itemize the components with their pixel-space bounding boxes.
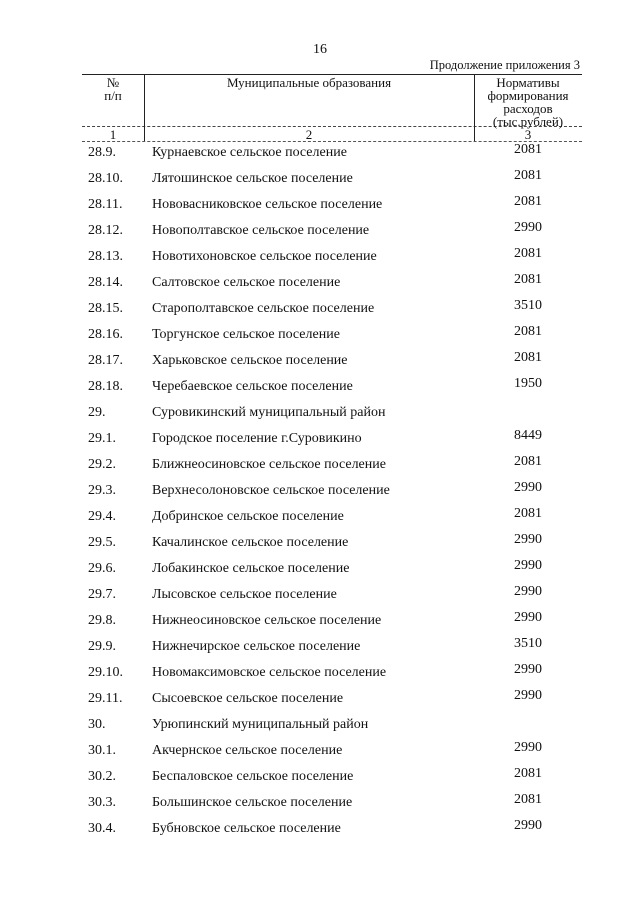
table-row [82, 688, 582, 717]
table-row [82, 818, 582, 847]
table-row [82, 168, 582, 197]
table-row [82, 428, 582, 457]
table-row [82, 298, 582, 327]
header-line: Нормативы [496, 75, 560, 90]
row-norm-value: 2081 [514, 246, 542, 261]
column-number: 3 [524, 127, 532, 142]
table-row [82, 454, 582, 483]
table-row [82, 532, 582, 561]
row-number: 28.12. [88, 223, 123, 238]
table-row [82, 584, 582, 613]
table-row [82, 610, 582, 639]
row-municipality: Новополтавское сельское поселение [152, 223, 370, 238]
row-municipality: Нововасниковское сельское поселение [152, 197, 383, 212]
row-number: 29.4. [88, 509, 116, 524]
row-municipality: Салтовское сельское поселение [152, 275, 341, 290]
column-number: 1 [109, 127, 117, 142]
row-norm-value: 2081 [514, 142, 542, 157]
row-number: 28.16. [88, 327, 123, 342]
table-row [82, 350, 582, 379]
row-municipality: Суровикинский муниципальный район [152, 405, 386, 420]
row-norm-value: 2081 [514, 194, 542, 209]
row-number: 30.3. [88, 795, 116, 810]
row-number: 29.6. [88, 561, 116, 576]
row-municipality: Городское поселение г.Суровикино [152, 431, 362, 446]
header-line: п/п [104, 88, 122, 103]
row-number: 29.1. [88, 431, 116, 446]
row-number: 28.11. [88, 197, 123, 212]
row-municipality: Беспаловское сельское поселение [152, 769, 354, 784]
row-municipality: Лобакинское сельское поселение [152, 561, 350, 576]
row-norm-value: 2081 [514, 272, 542, 287]
row-number: 28.18. [88, 379, 123, 394]
row-norm-value: 2081 [514, 506, 542, 521]
column-number: 2 [305, 127, 313, 142]
header-line: (тыс.рублей) [492, 114, 564, 129]
row-number: 28.14. [88, 275, 123, 290]
page-number: 16 [313, 42, 327, 57]
row-number: 29.8. [88, 613, 116, 628]
row-norm-value: 2081 [514, 168, 542, 183]
row-number: 30.4. [88, 821, 116, 836]
table-row [82, 558, 582, 587]
row-norm-value: 2990 [514, 558, 542, 573]
header-line: формирования [487, 88, 569, 103]
continuation-note: Продолжение приложения 3 [429, 58, 580, 72]
row-norm-value: 2081 [514, 324, 542, 339]
row-municipality: Торгунское сельское поселение [152, 327, 340, 342]
header-number [82, 76, 144, 102]
header-municipality [144, 76, 474, 89]
table-header [82, 74, 582, 142]
row-municipality: Ближнеосиновское сельское поселение [152, 457, 386, 472]
row-municipality: Нижнеосиновское сельское поселение [152, 613, 382, 628]
row-municipality: Харьковское сельское поселение [152, 353, 348, 368]
table-row [82, 324, 582, 353]
row-municipality: Черебаевское сельское поселение [152, 379, 353, 394]
row-norm-value: 2990 [514, 610, 542, 625]
header-norms [474, 76, 582, 128]
row-municipality: Качалинское сельское поселение [152, 535, 349, 550]
row-municipality: Нижнечирское сельское поселение [152, 639, 361, 654]
row-municipality: Новомаксимовское сельское поселение [152, 665, 387, 680]
row-norm-value: 2990 [514, 740, 542, 755]
row-number: 29.10. [88, 665, 123, 680]
row-number: 29.11. [88, 691, 123, 706]
header-line: № [106, 75, 120, 90]
table-row [82, 480, 582, 509]
row-municipality: Верхнесолоновское сельское поселение [152, 483, 390, 498]
row-norm-value: 2990 [514, 688, 542, 703]
row-number: 28.13. [88, 249, 123, 264]
row-norm-value: 2990 [514, 818, 542, 833]
row-number: 30.2. [88, 769, 116, 784]
row-municipality: Акчернское сельское поселение [152, 743, 343, 758]
table-row [82, 766, 582, 795]
row-number: 30.1. [88, 743, 116, 758]
row-norm-value: 8449 [514, 428, 542, 443]
header-line: расходов [503, 101, 553, 116]
table-row [82, 662, 582, 691]
row-number: 29.9. [88, 639, 116, 654]
table-row [82, 506, 582, 535]
row-norm-value: 2081 [514, 792, 542, 807]
table-row [82, 272, 582, 301]
table-row [82, 246, 582, 275]
row-municipality: Большинское сельское поселение [152, 795, 353, 810]
row-norm-value: 3510 [514, 298, 542, 313]
table-row [82, 792, 582, 821]
row-municipality: Курнаевское сельское поселение [152, 145, 347, 160]
table-row [82, 220, 582, 249]
row-number: 30. [88, 717, 106, 732]
row-number: 29.7. [88, 587, 116, 602]
row-norm-value: 2990 [514, 220, 542, 235]
table-row [82, 717, 582, 743]
row-norm-value: 2990 [514, 662, 542, 677]
row-norm-value: 2081 [514, 454, 542, 469]
row-number: 28.17. [88, 353, 123, 368]
table-row [82, 194, 582, 223]
row-municipality: Сысоевское сельское поселение [152, 691, 344, 706]
row-norm-value: 1950 [514, 376, 542, 391]
table-row [82, 142, 582, 171]
row-norm-value: 3510 [514, 636, 542, 651]
row-municipality: Бубновское сельское поселение [152, 821, 341, 836]
row-municipality: Лысовское сельское поселение [152, 587, 337, 602]
row-municipality: Добринское сельское поселение [152, 509, 344, 524]
row-municipality: Лятошинское сельское поселение [152, 171, 353, 186]
row-norm-value: 2081 [514, 766, 542, 781]
table-row [82, 376, 582, 405]
row-number: 29.2. [88, 457, 116, 472]
table-row [82, 740, 582, 769]
row-municipality: Старополтавское сельское поселение [152, 301, 375, 316]
row-norm-value: 2990 [514, 532, 542, 547]
row-number: 28.15. [88, 301, 123, 316]
row-norm-value: 2081 [514, 350, 542, 365]
row-number: 28.10. [88, 171, 123, 186]
row-number: 29.3. [88, 483, 116, 498]
row-number: 29.5. [88, 535, 116, 550]
row-number: 29. [88, 405, 106, 420]
row-municipality: Новотихоновское сельское поселение [152, 249, 377, 264]
header-line: Муниципальные образования [226, 75, 392, 90]
table-row [82, 636, 582, 665]
table-body [82, 142, 582, 847]
table-row [82, 405, 582, 431]
row-number: 28.9. [88, 145, 116, 160]
row-norm-value: 2990 [514, 480, 542, 495]
row-norm-value: 2990 [514, 584, 542, 599]
row-municipality: Урюпинский муниципальный район [152, 717, 369, 732]
